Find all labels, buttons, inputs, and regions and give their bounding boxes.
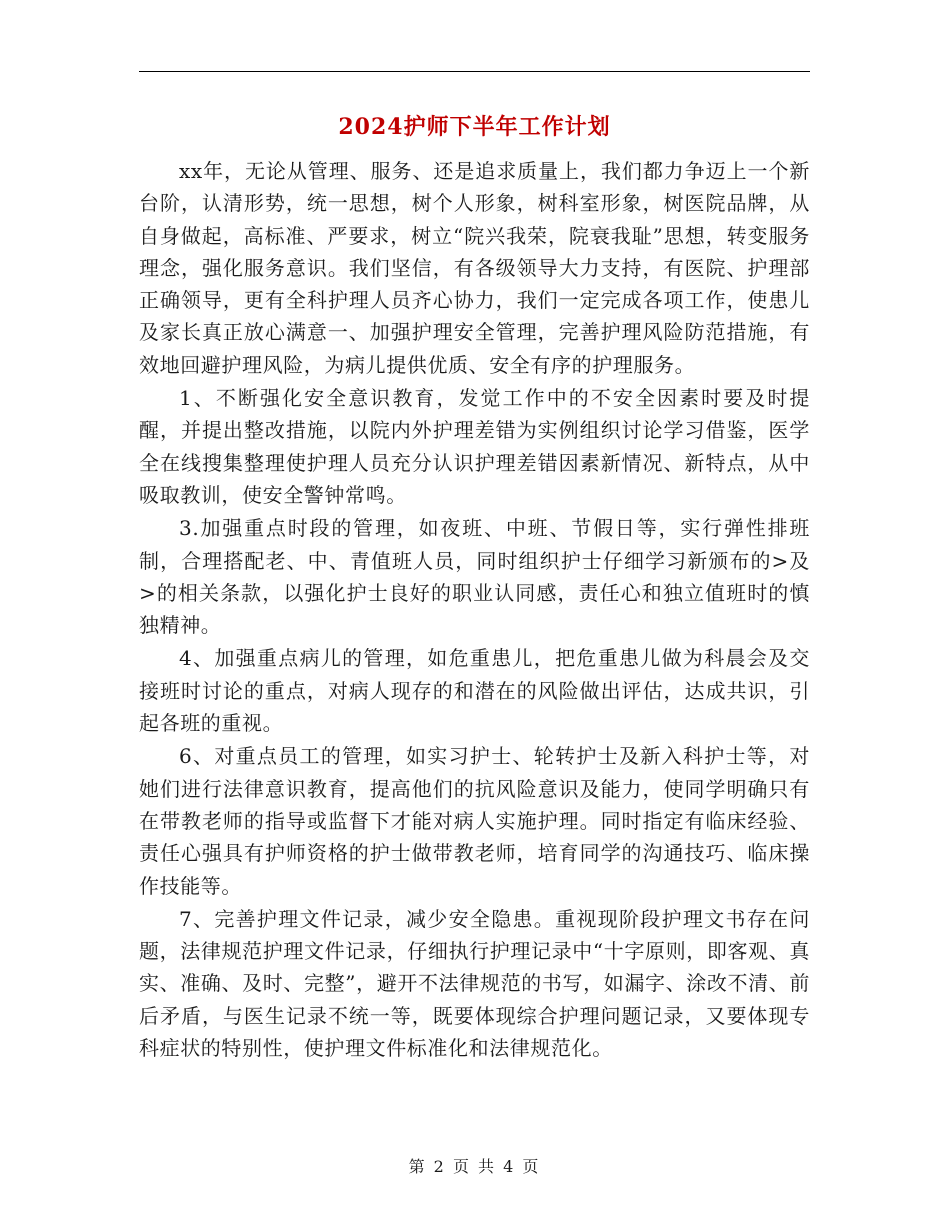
paragraph-item-1: 1、不断强化安全意识教育，发觉工作中的不安全因素时要及时提醒，并提出整改措施，以院内外护理差错为实例组织讨论学习借鉴，医学全在线搜集整理使护理人员充分认识护理差错因素新情况、新特点，从中吸取教训，使安全警钟常鸣。 <box>139 386 810 507</box>
paragraph-item-6: 6、对重点员工的管理，如实习护士、轮转护士及新入科护士等，对她们进行法律意识教育，提高他们的抗风险意识及能力，使同学明确只有在带教老师的指导或监督下才能对病人实施护理。同时指定有临床经验、责任心强具有护师资格的护士做带教老师，培育同学的沟通技巧、临床操作技能等。 <box>139 744 810 898</box>
document-body <box>139 155 810 1065</box>
paragraph-item-7: 7、完善护理文件记录，减少安全隐患。重视现阶段护理文书存在问题，法律规范护理文件记录，仔细执行护理记录中“十字原则，即客观、真实、准确、及时、完整”，避开不法律规范的书写，如漏字、涂改不清、前后矛盾，与医生记录不统一等，既要体现综合护理问题记录，又要体现专科症状的特别性，使护理文件标准化和法律规范化。 <box>139 906 810 1061</box>
paragraph-item-3: 3.加强重点时段的管理，如夜班、中班、节假日等，实行弹性排班制，合理搭配老、中、青值班人员，同时组织护士仔细学习新颁布的>及>的相关条款，以强化护士良好的职业认同感，责任心和独立值班时的慎独精神。 <box>139 516 810 638</box>
header-rule <box>139 71 810 72</box>
paragraph-intro: xx年，无论从管理、服务、还是追求质量上，我们都力争迈上一个新台阶，认清形势，统一思想，树个人形象，树科室形象，树医院品牌，从自身做起，高标准、严要求，树立“院兴我荣，院衰我耻”思想，转变服务理念，强化服务意识。我们坚信，有各级领导大力支持，有医院、护理部正确领导，更有全科护理人员齐心协力，我们一定完成各项工作，使患儿及家长真正放心满意一、加强护理安全管理，完善护理风险防范措施，有效地回避护理风险，为病儿提供优质、安全有序的护理服务。 <box>139 159 810 377</box>
paragraph-item-4: 4、加强重点病儿的管理，如危重患儿，把危重患儿做为科晨会及交接班时讨论的重点，对病人现存的和潜在的风险做出评估，达成共识，引起各班的重视。 <box>139 646 810 736</box>
page-number-footer: 第 2 页 共 4 页 <box>408 1157 541 1176</box>
document-title: 2024护师下半年工作计划 <box>338 114 611 140</box>
